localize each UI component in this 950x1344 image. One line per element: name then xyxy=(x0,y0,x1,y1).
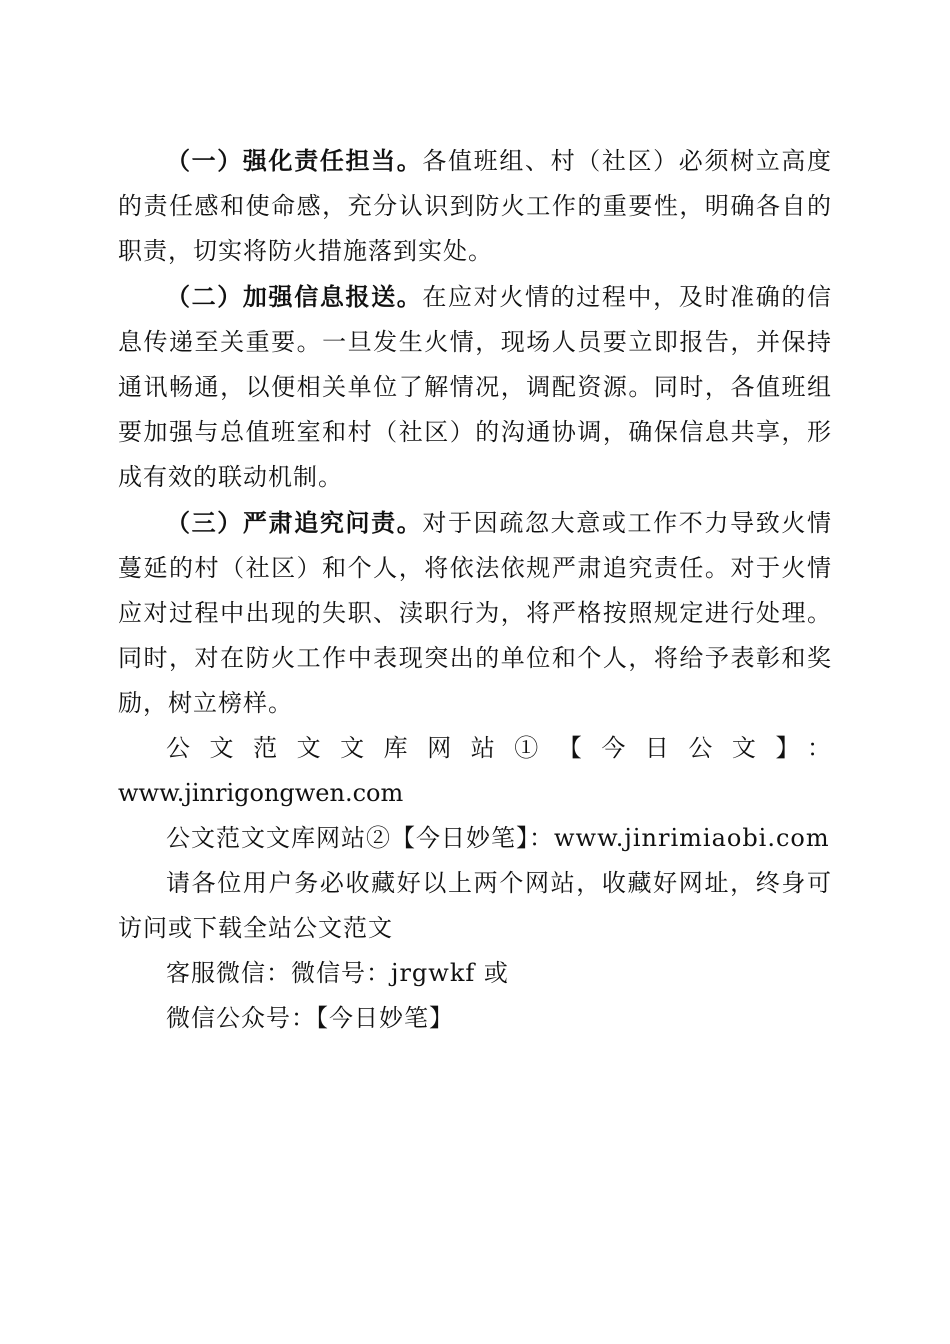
document-page xyxy=(118,138,832,1041)
paragraph-heading: （三）严肃追究问责。 xyxy=(166,508,423,537)
paragraph-body: 对于因疏忽大意或工作不力导致火情蔓延的村（社区）和个人，将依法依规严肃追究责任。对于火情应对过程中出现的失职、渎职行为，将严格按照规定进行处理。同时，对在防火工作中表现突出的单位和个人，将给予表彰和奖励，树立榜样。 xyxy=(118,509,833,717)
website-1-label: 公文范文文库网站①【今日公文】： xyxy=(166,734,832,762)
paragraph-information-reporting xyxy=(118,274,832,500)
paragraph-body: 在应对火情的过程中，及时准确的信息传递至关重要。一旦发生火情，现场人员要立即报告，并保持通讯畅通，以便相关单位了解情况，调配资源。同时，各值班组要加强与总值班室和村（社区）的沟通协调，确保信息共享，形成有效的联动机制。 xyxy=(118,283,833,491)
paragraph-body: 各值班组、村（社区）必须树立高度的责任感和使命感，充分认识到防火工作的重要性，明确各自的职责，切实将防火措施落到实处。 xyxy=(118,147,833,265)
wechat-service: 客服微信：微信号：jrgwkf 或 xyxy=(166,959,509,987)
wechat-official-account: 微信公众号：【今日妙笔】 xyxy=(166,1004,454,1032)
paragraph-responsibility xyxy=(118,138,832,274)
website-1-url: www.jinrigongwen.com xyxy=(118,779,404,807)
paragraph-accountability xyxy=(118,500,832,726)
bookmark-notice: 请各位用户务必收藏好以上两个网站，收藏好网址，终身可访问或下载全站公文范文 xyxy=(118,869,832,942)
paragraph-heading: （一）强化责任担当。 xyxy=(166,146,423,175)
website-2-line: 公文范文文库网站②【今日妙笔】：www.jinrimiaobi.com xyxy=(166,824,830,852)
paragraph-heading: （二）加强信息报送。 xyxy=(166,282,423,311)
